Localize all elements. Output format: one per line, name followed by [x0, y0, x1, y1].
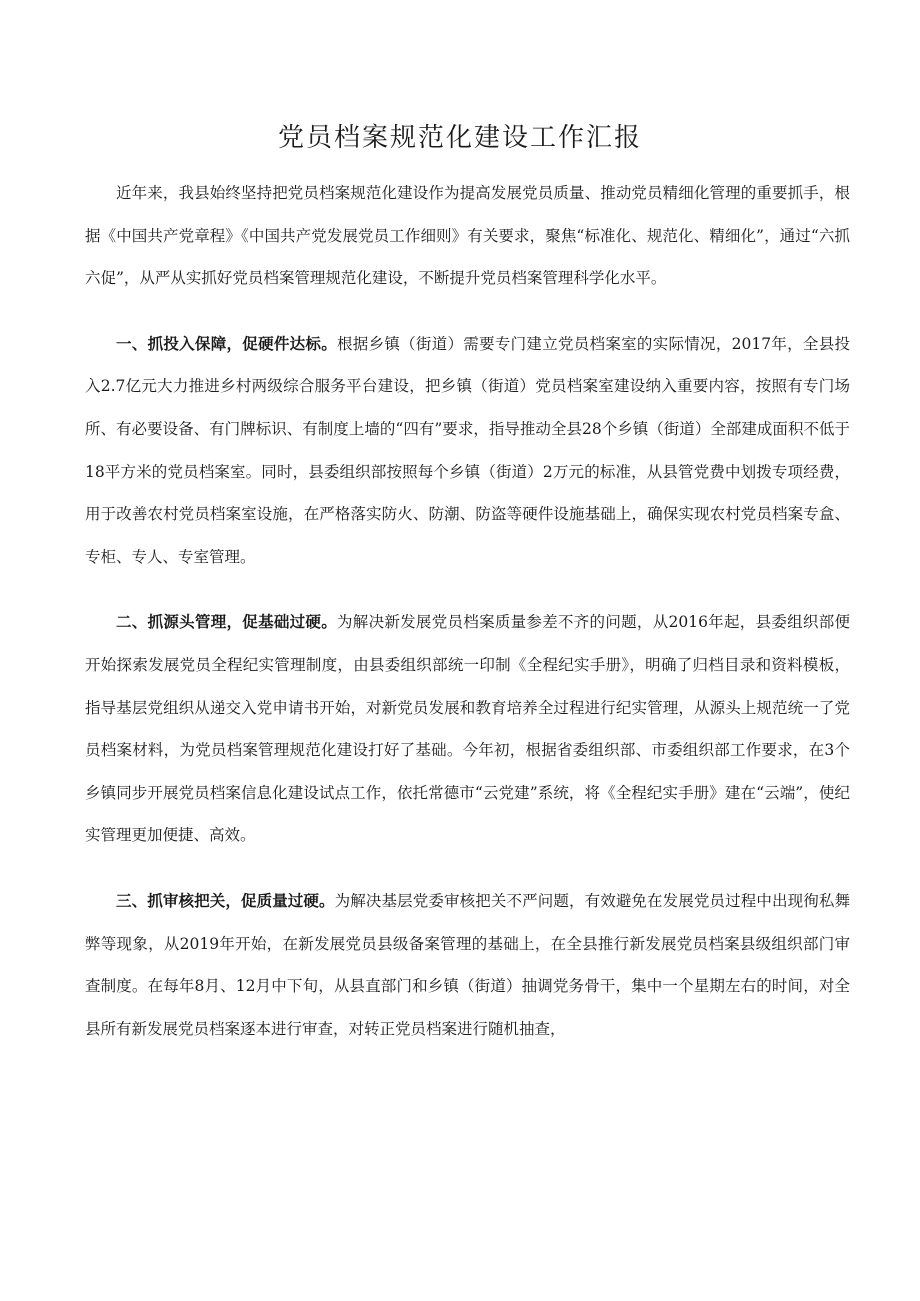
- section-paragraph-1: [85, 323, 850, 579]
- section-heading-3: 三、抓审核把关，促质量过硬。: [116, 890, 335, 910]
- intro-paragraph: 近年来，我县始终坚持把党员档案规范化建设作为提高发展党员质量、推动党员精细化管理的重要抓手，根据《中国共产党章程》《中国共产党发展党员工作细则》有关要求，聚焦“标准化、规范化、精细化”，通过“六抓六促”，从严从实抓好党员档案管理规范化建设，不断提升党员档案管理科学化水平。: [85, 184, 850, 288]
- section-heading-1: 一、抓投入保障，促硬件达标。: [116, 333, 337, 353]
- section-paragraph-2: [85, 601, 850, 857]
- document-title: 党员档案规范化建设工作汇报: [277, 123, 642, 153]
- section-body-3: 为解决基层党委审核把关不严问题，有效避免在发展党员过程中出现徇私舞弊等现象，从2019年开始，在新发展党员县级备案管理的基础上，在全县推行新发展党员档案县级组织部门审查制度。在每年8月、12月中下旬，从县直部门和乡镇（街道）抽调党务骨干，集中一个星期左右的时间，对全县所有新发展党员档案逐本进行审查，对转正党员档案进行随机抽查，: [85, 891, 850, 1038]
- section-body-2: 为解决新发展党员档案质量参差不齐的问题，从2016年起，县委组织部便开始探索发展党员全程纪实管理制度，由县委组织部统一印制《全程纪实手册》，明确了归档目录和资料模板，指导基层党组织从递交入党申请书开始，对新党员发展和教育培养全过程进行纪实管理，从源头上规范统一了党员档案材料，为党员档案管理规范化建设打好了基础。今年初，根据省委组织部、市委组织部工作要求，在3个乡镇同步开展党员档案信息化建设试点工作，依托常德市“云党建”系统，将《全程纪实手册》建在“云端”，使纪实管理更加便捷、高效。: [85, 613, 850, 845]
- section-body-1: 根据乡镇（街道）需要专门建立党员档案室的实际情况，2017年，全县投入2.7亿元大力推进乡村两级综合服务平台建设，把乡镇（街道）党员档案室建设纳入重要内容，按照有专门场所、有必要设备、有门牌标识、有制度上墙的“四有”要求，指导推动全县28个乡镇（街道）全部建成面积不低于18平方米的党员档案室。同时，县委组织部按照每个乡镇（街道）2万元的标准，从县管党费中划拨专项经费，用于改善农村党员档案室设施，在严格落实防火、防潮、防盗等硬件设施基础上，确保实现农村党员档案专盒、专柜、专人、专室管理。: [85, 334, 850, 566]
- section-paragraph-3: [85, 880, 850, 1050]
- section-heading-2: 二、抓源头管理，促基础过硬。: [116, 612, 337, 632]
- document-body: [85, 172, 850, 1050]
